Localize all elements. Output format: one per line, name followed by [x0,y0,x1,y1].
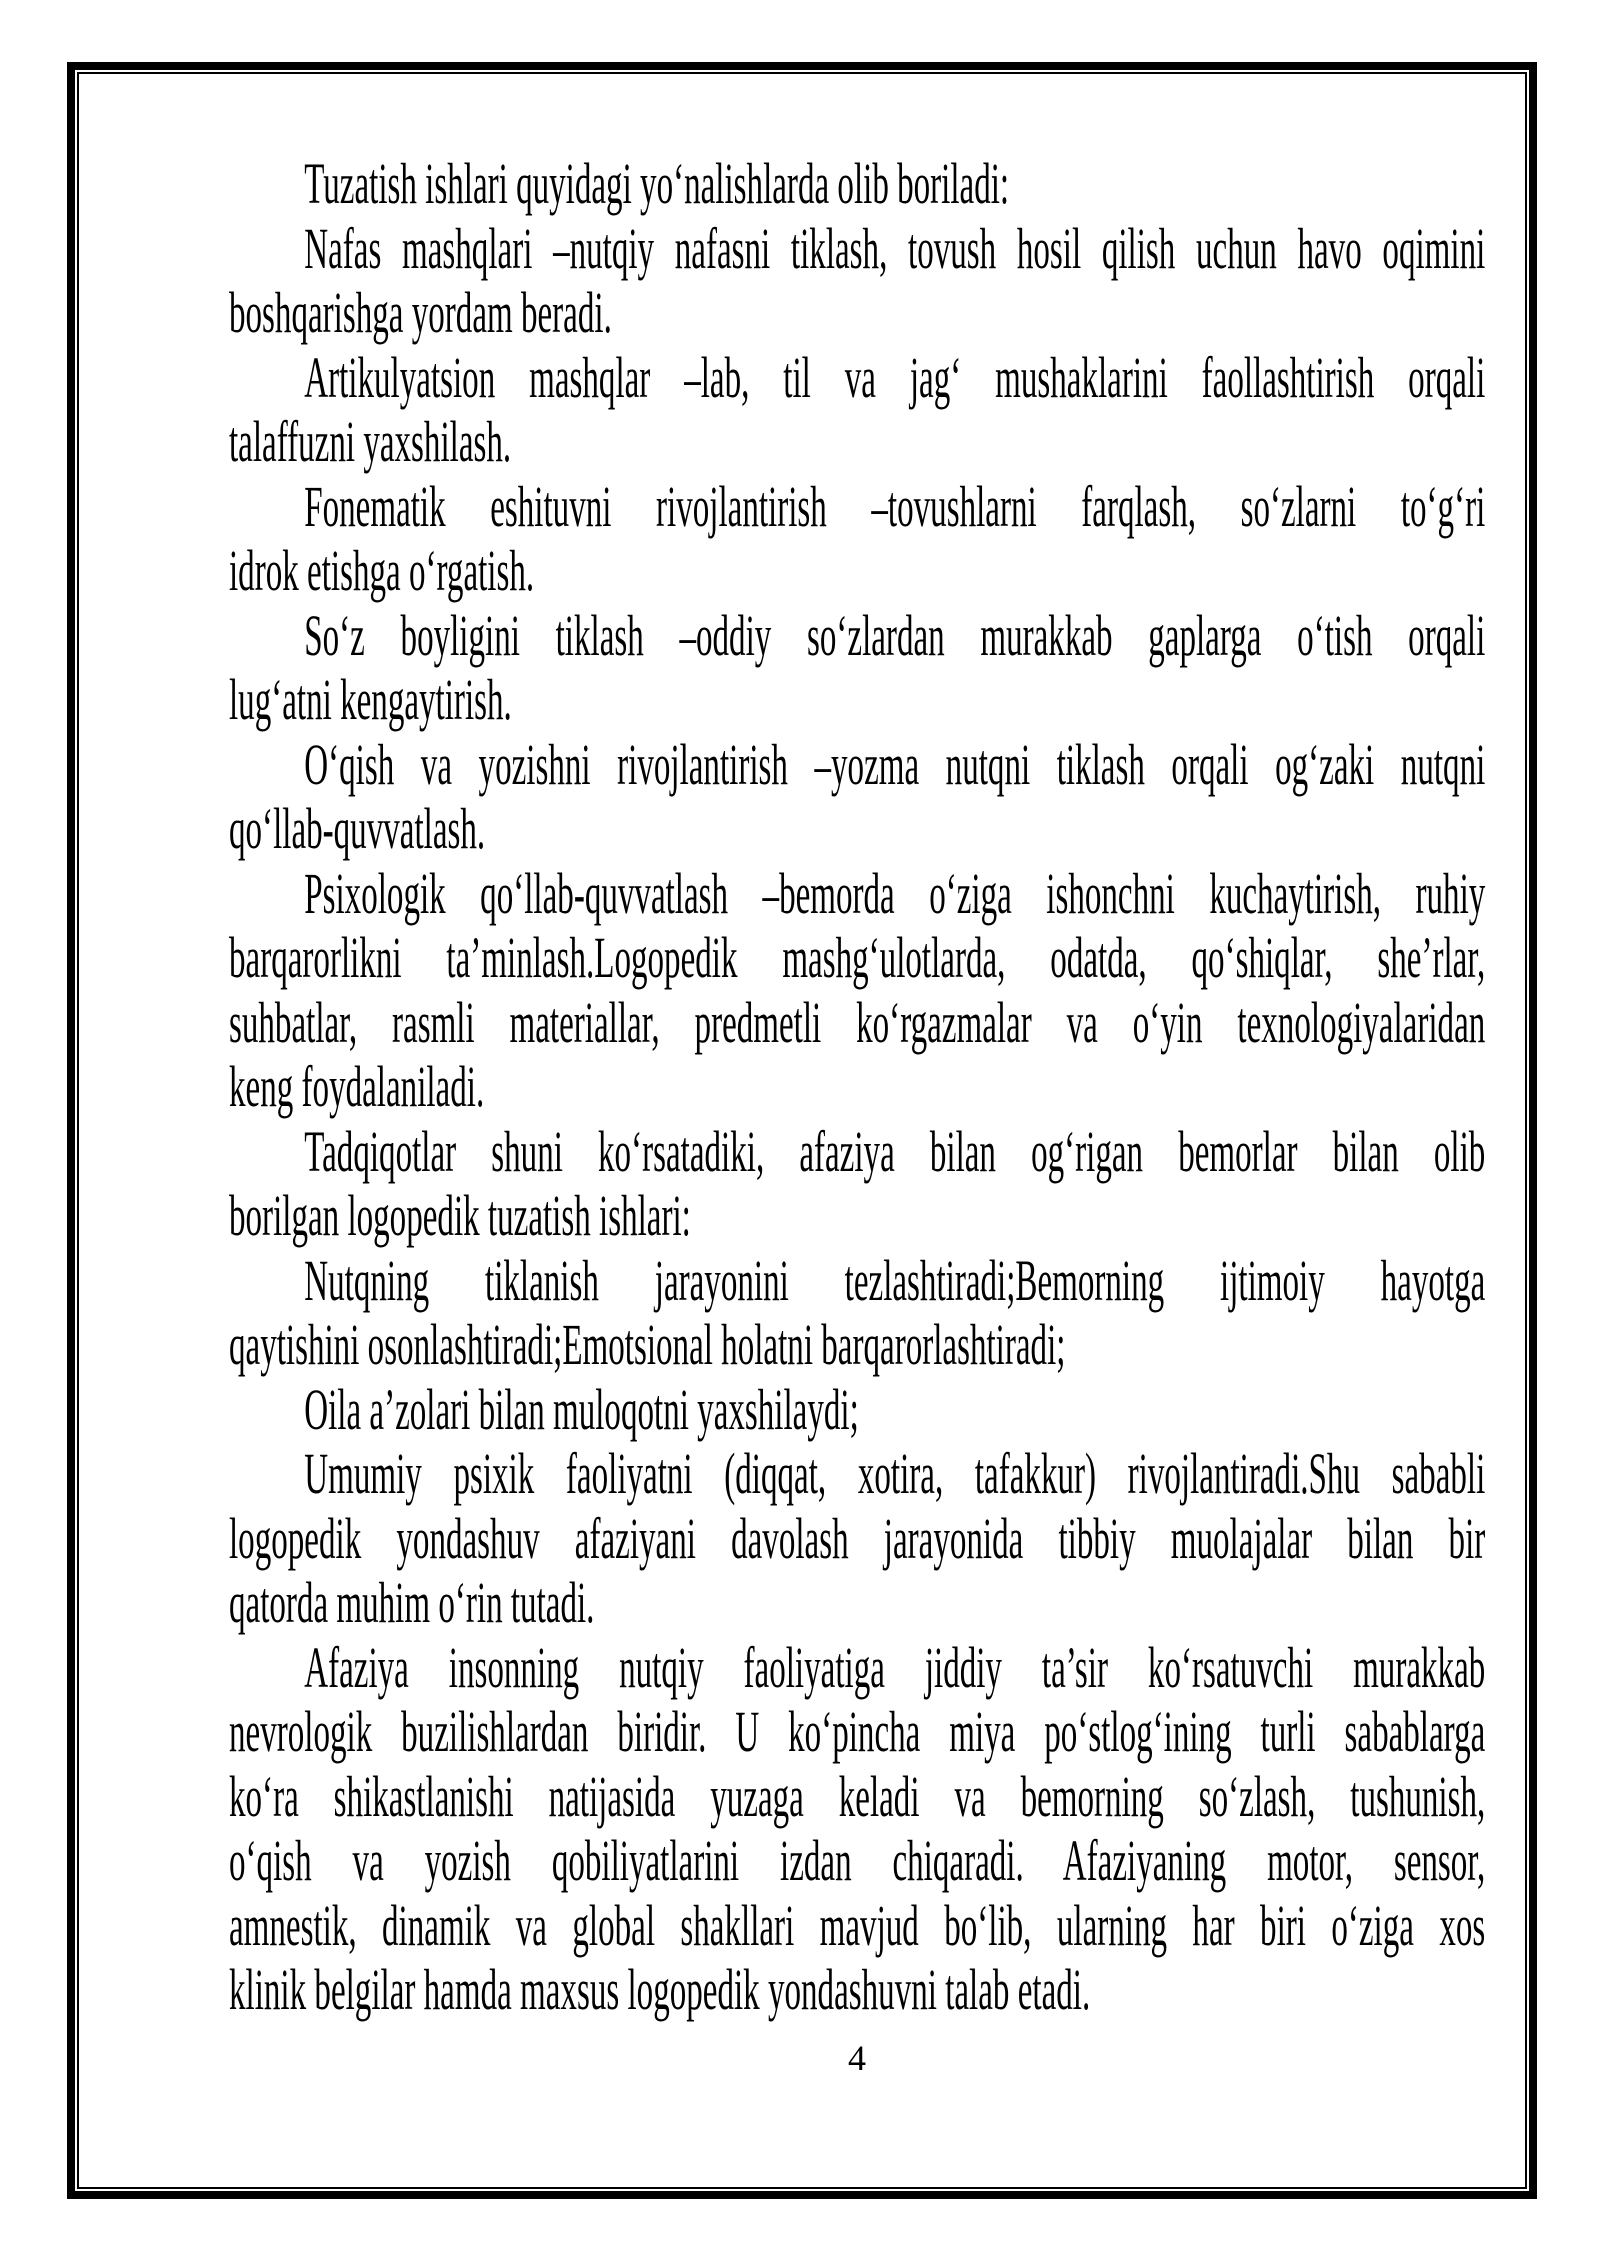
text-line: logopedik yondashuv afaziyani davolash jarayonida tibbiy muolajalar bilan bir [229,1505,1486,1571]
text-line: borilgan logopedik tuzatish ishlari: [229,1183,691,1248]
text-line: Tadqiqotlar shuni ko‘rsatadiki, afaziya bilan og‘rigan bemorlar bilan olib [304,1118,1486,1184]
text-line: nevrologik buzilishlardan biridir. U ko‘pincha miya po‘stlog‘ining turli sabablarga [229,1699,1486,1764]
text-line: Nutqning tiklanish jarayonini tezlashtiradi;Bemorning ijtimoiy hayotga [304,1247,1486,1313]
text-line: qaytishini osonlashtiradi;Emotsional holatni barqarorlashtiradi; [229,1312,1066,1377]
paragraph [229,475,1485,604]
text-line: Afaziya insonning nutqiy faoliyatiga jiddiy ta’sir ko‘rsatuvchi murakkab [304,1634,1486,1700]
paragraph [229,1120,1485,1249]
text-line: klinik belgilar hamda maxsus logopedik yondashuvni talab etadi. [229,1957,1091,2022]
paragraph [229,1378,1485,1443]
text-line: qatorda muhim o‘rin tutadi. [229,1570,595,1635]
text-line: Fonematik eshituvni rivojlantirish –tovushlarni farqlash, so‘zlarni to‘g‘ri [304,473,1486,539]
page-number: 4 [848,2038,866,2078]
text-line: Oila a’zolari bilan muloqotni yaxshilaydi; [304,1376,859,1442]
text-line: Tuzatish ishlari quyidagi yo‘nalishlarda olib boriladi: [304,151,1010,216]
text-line: lug‘atni kengaytirish. [229,667,512,732]
paragraph [229,862,1485,1120]
document-body [229,152,1485,2023]
paragraph [229,346,1485,475]
paragraph [229,152,1485,217]
paragraph [229,1249,1485,1378]
text-line: Nafas mashqlari –nutqiy nafasni tiklash, tovush hosil qilish uchun havo oqimini [304,215,1486,281]
text-line: amnestik, dinamik va global shakllari mavjud bo‘lib, ularning har biri o‘ziga xos [229,1892,1486,1958]
text-line: o‘qish va yozish qobiliyatlarini izdan chiqaradi. Afaziyaning motor, sensor, [229,1828,1486,1893]
text-line: Umumiy psixik faoliyatni (diqqat, xotira, tafakkur) rivojlantiradi.Shu sababli [304,1441,1486,1506]
text-line: qo‘llab-quvvatlash. [229,796,486,861]
paragraph [229,217,1485,346]
paragraph [229,733,1485,862]
text-line: suhbatlar, rasmli materiallar, predmetli ko‘rgazmalar va o‘yin texnologiyalaridan [229,989,1486,1055]
text-line: boshqarishga yordam beradi. [229,280,612,345]
text-line: ko‘ra shikastlanishi natijasida yuzaga keladi va bemorning so‘zlash, tushunish, [229,1763,1486,1829]
paragraph [229,1636,1485,2023]
text-line: talaffuzni yaxshilash. [229,409,512,474]
paragraph [229,1442,1485,1636]
text-line: Psixologik qo‘llab-quvvatlash –bemorda o‘ziga ishonchni kuchaytirish, ruhiy [304,860,1486,926]
text-line: barqarorlikni ta’minlash.Logopedik mashg‘ulotlarda, odatda, qo‘shiqlar, she’rlar, [229,925,1486,990]
text-line: O‘qish va yozishni rivojlantirish –yozma nutqni tiklash orqali og‘zaki nutqni [304,731,1486,797]
text-line: keng foydalaniladi. [229,1054,485,1119]
text-line: idrok etishga o‘rgatish. [229,538,535,603]
text-line: So‘z boyligini tiklash –oddiy so‘zlardan murakkab gaplarga o‘tish orqali [304,602,1486,668]
paragraph [229,604,1485,733]
text-line: Artikulyatsion mashqlar –lab, til va jag‘ mushaklarini faollashtirish orqali [304,344,1486,410]
